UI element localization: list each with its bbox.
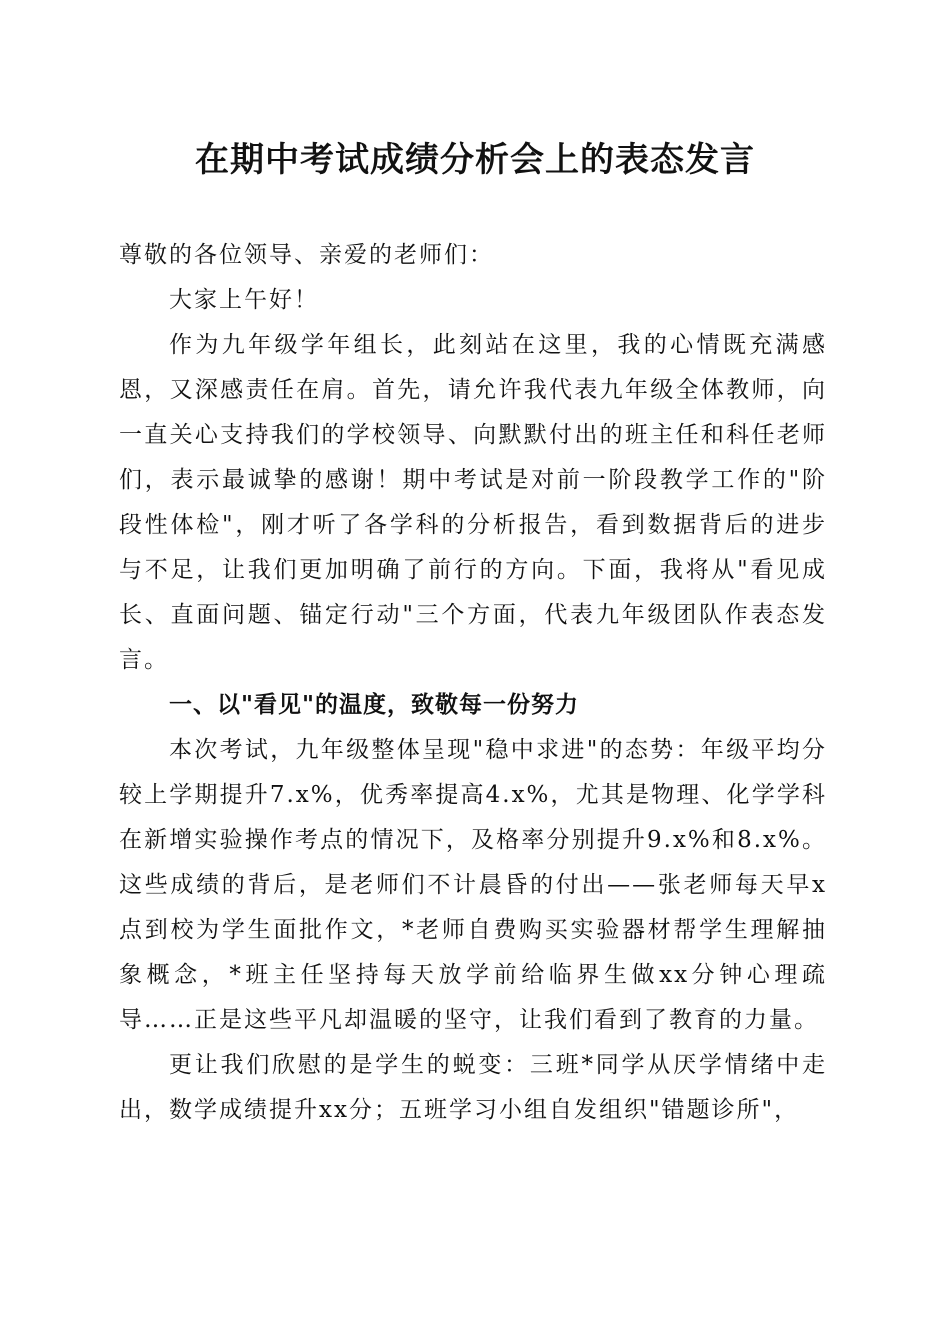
paragraph-section1-a: 本次考试，九年级整体呈现"稳中求进"的态势：年级平均分较上学期提升7.x%，优秀率提高4.x%，尤其是物理、化学学科在新增实验操作考点的情况下，及格率分别提升9.x%和8.x%。这些成绩的背后，是老师们不计晨昏的付出——张老师每天早x点到校为学生面批作文，*老师自费购买实验器材帮学生理解抽象概念，*班主任坚持每天放学前给临界生做xx分钟心理疏导……正是这些平凡却温暖的坚守，让我们看到了教育的力量。 <box>119 737 827 1033</box>
paragraph-intro: 作为九年级学年组长，此刻站在这里，我的心情既充满感恩，又深感责任在肩。首先，请允许我代表九年级全体教师，向一直关心支持我们的学校领导、向默默付出的班主任和科任老师们，表示最诚挚的感谢！期中考试是对前一阶段教学工作的"阶段性体检"，刚才听了各学科的分析报告，看到数据背后的进步与不足，让我们更加明确了前行的方向。下面，我将从"看见成长、直面问题、锚定行动"三个方面，代表九年级团队作表态发言。 <box>119 332 827 673</box>
document-body <box>119 233 827 1133</box>
salutation: 尊敬的各位领导、亲爱的老师们： <box>119 242 494 268</box>
document-title: 在期中考试成绩分析会上的表态发言 <box>195 140 755 180</box>
section-heading-1: 一、以"看见"的温度，致敬每一份努力 <box>169 692 579 718</box>
greeting: 大家上午好！ <box>169 287 319 313</box>
paragraph-section1-b: 更让我们欣慰的是学生的蜕变：三班*同学从厌学情绪中走出，数学成绩提升xx分；五班学习小组自发组织"错题诊所"， <box>119 1052 827 1123</box>
